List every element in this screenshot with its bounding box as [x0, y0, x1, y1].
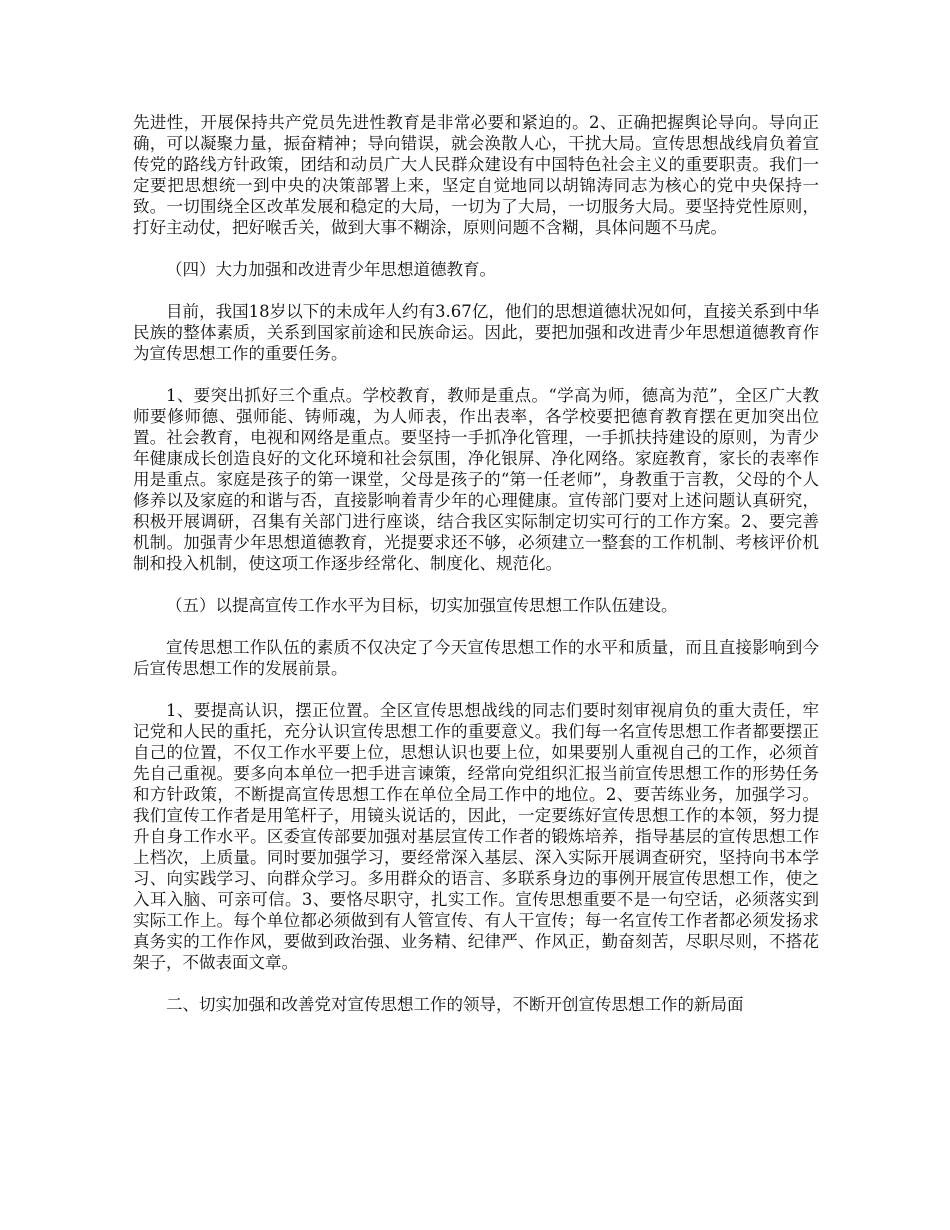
- paragraph-youth-focus: 1、要突出抓好三个重点。学校教育，教师是重点。“学高为师，德高为范”，全区广大教师要修师德、强师能、铸师魂，为人师表，作出表率，各学校要把德育教育摆在更加突出位置。社会教育，电视和网络是重点。要坚持一手抓净化管理，一手抓扶持建设的原则，为青少年健康成长创造良好的文化环境和社会氛围，净化银屏、净化网络。家庭教育，家长的表率作用是重点。家庭是孩子的第一课堂，父母是孩子的“第一任老师”，身教重于言教，父母的个人修养以及家庭的和谐与否，直接影响着青少年的心理健康。宣传部门要对上述问题认真研究，积极开展调研，召集有关部门进行座谈，结合我区实际制定切实可行的工作方案。2、要完善机制。加强青少年思想道德教育，光提要求还不够，必须建立一整套的工作机制、考核评价机制和投入机制，使这项工作逐步经常化、制度化、规范化。: [133, 386, 819, 573]
- paragraph-team-details: 1、要提高认识，摆正位置。全区宣传思想战线的同志们要时刻审视肩负的重大责任，牢记党和人民的重托，充分认识宣传思想工作的重要意义。我们每一名宣传思想工作者都要摆正自己的位置，不仅工作水平要上位，思想认识也要上位，如果要别人重视自己的工作，必须首先自己重视。要多向本单位一把手进言谏策，经常向党组织汇报当前宣传思想工作的形势任务和方针政策，不断提高宣传思想工作在单位全局工作中的地位。2、要苦练业务，加强学习。我们宣传工作者是用笔杆子，用镜头说话的，因此，一定要练好宣传思想工作的本领，努力提升自身工作水平。区委宣传部要加强对基层宣传工作者的锻炼培养，指导基层的宣传思想工作上档次，上质量。同时要加强学习，要经常深入基层、深入实际开展调查研究，坚持向书本学习、向实践学习、向群众学习。多用群众的语言、多联系身边的事例开展宣传思想工作，使之入耳入脑、可亲可信。3、要恪尽职守，扎实工作。宣传思想重要不是一句空话，必须落实到实际工作上。每个单位都必须做到有人管宣传、有人干宣传；每一名宣传工作者都必须发扬求真务实的工作作风，要做到政治强、业务精、纪律严、作风正，勤奋刻苦，尽职尽则，不搭花架子，不做表面文章。: [133, 701, 819, 972]
- paragraph-team-intro: 宣传思想工作队伍的素质不仅决定了今天宣传思想工作的水平和质量，而且直接影响到今后宣传思想工作的发展前景。: [133, 638, 819, 678]
- section-heading-5: （五）以提高宣传工作水平为目标，切实加强宣传思想工作队伍建设。: [166, 596, 678, 615]
- section-heading-4: （四）大力加强和改进青少年思想道德教育。: [166, 260, 496, 279]
- paragraph-youth-intro: 目前，我国18岁以下的未成年人约有3.67亿，他们的思想道德状况如何，直接关系到中华民族的整体素质，关系到国家前途和民族命运。因此，要把加强和改进青少年思想道德教育作为宣传思想工作的重要任务。: [133, 302, 819, 363]
- document-page: [133, 112, 819, 1036]
- section-heading-2: 二、切实加强和改善党对宣传思想工作的领导，不断开创宣传思想工作的新局面: [166, 995, 744, 1014]
- paragraph-1: 先进性，开展保持共产党员先进性教育是非常必要和紧迫的。2、正确把握舆论导向。导向正确，可以凝聚力量，振奋精神；导向错误，就会涣散人心，干扰大局。宣传思想战线肩负着宣传党的路线方针政策，团结和动员广大人民群众建设有中国特色社会主义的重要职责。我们一定要把思想统一到中央的决策部署上来，坚定自觉地同以胡锦涛同志为核心的党中央保持一致。一切围绕全区改革发展和稳定的大局，一切为了大局，一切服务大局。要坚持党性原则，打好主动仗，把好喉舌关，做到大事不糊涂，原则问题不含糊，具体问题不马虎。: [133, 113, 819, 237]
